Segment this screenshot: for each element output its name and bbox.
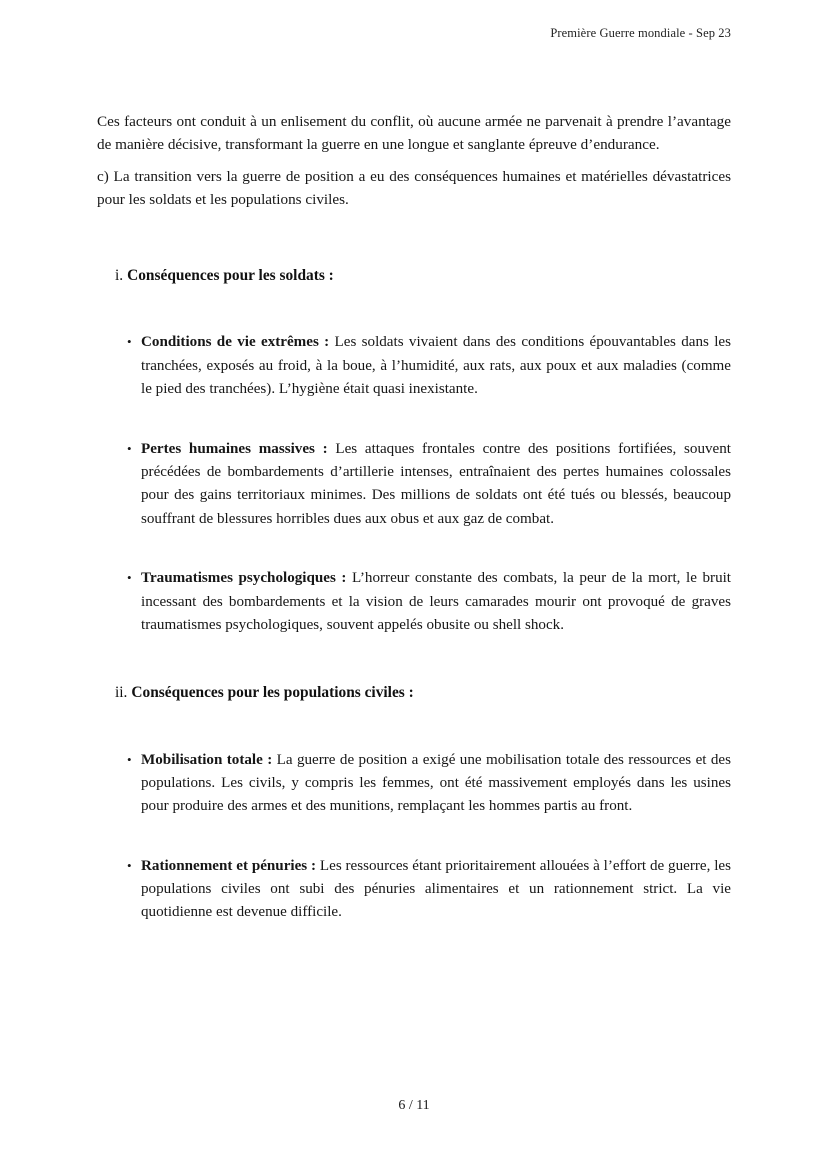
subsection-heading-i <box>97 264 731 287</box>
paragraph-section-c: c) La transition vers la guerre de position a eu des conséquences humaines et matérielles dévastatrices pour les soldats et les populations civiles. <box>97 168 731 209</box>
list-item-lead: Conditions de vie extrêmes : <box>141 334 330 351</box>
bullet-list-soldats <box>97 331 731 637</box>
list-item-text: La guerre de position a exigé une mobilisation totale des ressources et des populations. Les civils, y compris les femmes, ont été massivement employés dans les usines pour produire des armes et des munitions, remplaçant les hommes partis au front. <box>141 751 731 815</box>
subsection-title-ii: Conséquences pour les populations civiles : <box>131 684 414 702</box>
subsection-title-i: Conséquences pour les soldats : <box>127 267 334 285</box>
paragraph-intro: Ces facteurs ont conduit à un enlisement du conflit, où aucune armée ne parvenait à prendre l’avantage de manière décisive, transformant la guerre en une longue et sanglante épreuve d’endurance. <box>97 113 731 154</box>
list-item-lead: Mobilisation totale : <box>141 751 273 768</box>
list-item <box>97 438 731 532</box>
list-item-lead: Traumatismes psychologiques : <box>141 570 347 587</box>
subsection-numeral-i: i. <box>115 267 124 285</box>
list-item-text: Les attaques frontales contre des positions fortifiées, souvent précédées de bombardements d’artillerie intenses, entraînaient des pertes humaines colossales pour des gains territoriaux minimes. Des millions de soldats ont été tués ou blessés, beaucoup souffrant de blessures horribles dues aux obus et aux gaz de combat. <box>141 440 731 527</box>
list-item <box>97 567 731 637</box>
page-footer: 6 / 11 <box>398 1098 430 1113</box>
subsection-numeral-ii: ii. <box>115 684 128 702</box>
list-item-lead: Pertes humaines massives : <box>141 440 328 457</box>
page-content <box>97 110 731 925</box>
list-item-text: Les soldats vivaient dans des conditions épouvantables dans les tranchées, exposés au froid, à la boue, à l’humidité, aux rats, aux poux et aux maladies (comme le pied des tranchées). L’hygiène était quasi inexistante. <box>141 334 731 398</box>
list-item-text: L’horreur constante des combats, la peur de la mort, le bruit incessant des bombardements et la vision de leurs camarades mourir ont provoqué de graves traumatismes psychologiques, souvent appelés obusite ou shell shock. <box>141 570 731 633</box>
list-item <box>97 331 731 401</box>
list-item <box>97 855 731 925</box>
subsection-heading-ii <box>97 681 731 704</box>
running-header: Première Guerre mondiale - Sep 23 <box>550 26 731 40</box>
list-item-lead: Rationnement et pénuries : <box>141 857 317 874</box>
bullet-list-civils <box>97 749 731 925</box>
list-item-text: Les ressources étant prioritairement allouées à l’effort de guerre, les populations civiles ont subi des pénuries alimentaires et un rationnement strict. La vie quotidienne est devenue difficile. <box>141 857 731 921</box>
list-item <box>97 749 731 819</box>
